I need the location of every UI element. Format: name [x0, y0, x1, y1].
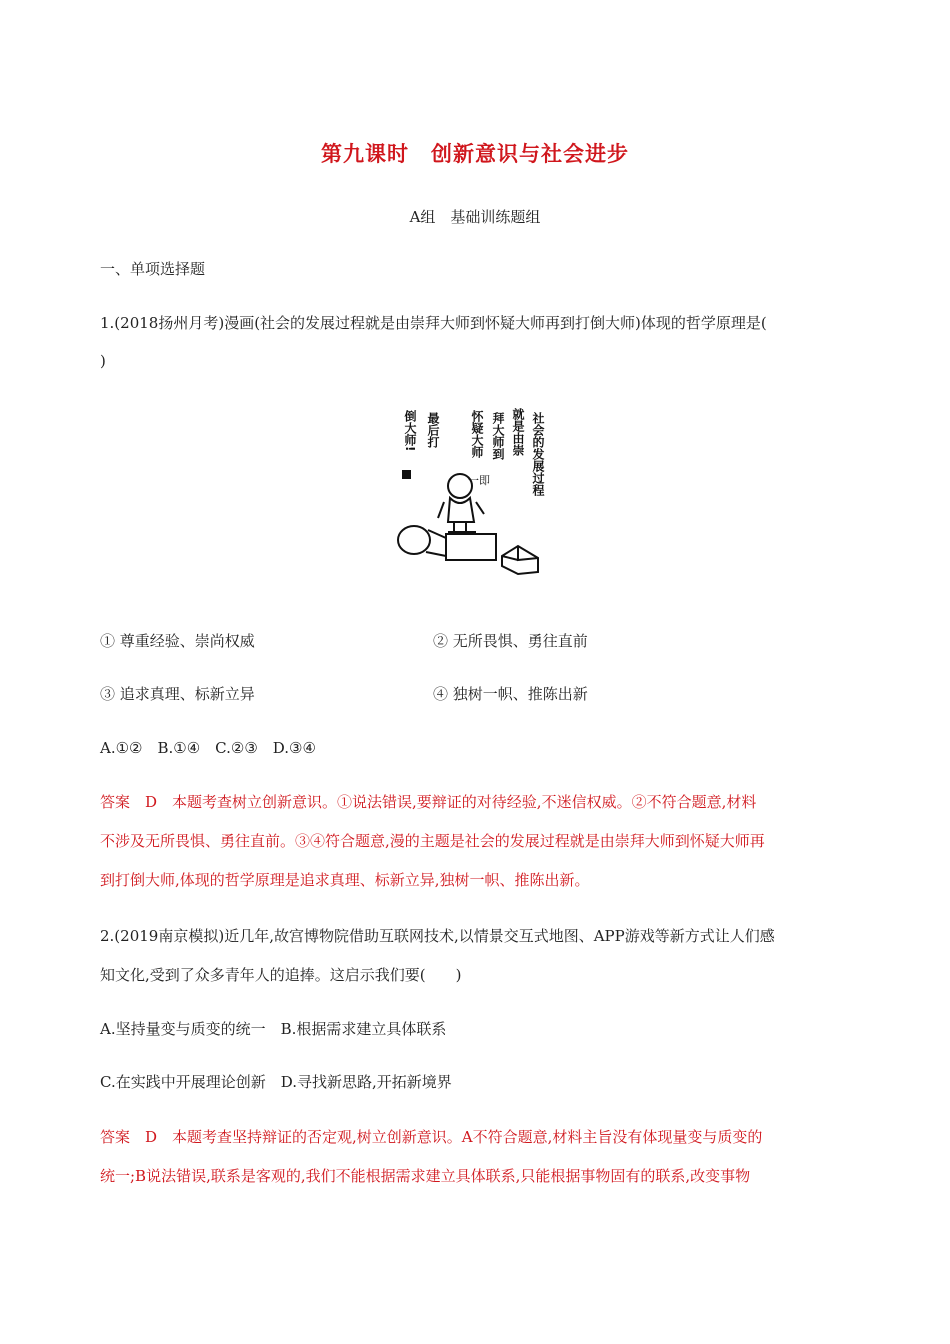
cartoon-text-col1: 社会的发展过程 [531, 412, 545, 496]
cartoon-text-col2: 就是由崇 [511, 408, 525, 456]
q1-option-row1 [100, 630, 860, 652]
q1-stem-line2: ) [100, 352, 106, 370]
q2-answer-line2: 统一;B说法错误,联系是客观的,我们不能根据需求建立具体联系,只能根据事物固有的联系,改变事物 [100, 1167, 751, 1185]
cartoon-tag: 一即 [468, 474, 490, 487]
q2-stem-line2: 知文化,受到了众多青年人的追捧。这启示我们要( ) [100, 966, 462, 984]
cartoon-text-col6: 倒大师! [403, 410, 417, 452]
cartoon-seal [402, 470, 411, 479]
cartoon-text-col4: 怀疑大师 [470, 410, 484, 458]
cartoon-fallen-bust [398, 526, 446, 556]
q1-option-3: ③ 追求真理、标新立异 [100, 685, 255, 703]
q1-option-row2 [100, 683, 860, 705]
q1-answer-line2: 不涉及无所畏惧、勇往直前。③④符合题意,漫的主题是社会的发展过程就是由崇拜大师到怀疑大师再 [100, 832, 765, 850]
q1-choices: A.①② B.①④ C.②③ D.③④ [100, 739, 316, 757]
q2-choices-cd: C.在实践中开展理论创新 D.寻找新思路,开拓新境界 [100, 1073, 452, 1091]
q1-stem-line1: 1.(2018扬州月考)漫画(社会的发展过程就是由崇拜大师到怀疑大师再到打倒大师)体现的哲学原理是( [100, 314, 767, 332]
q1-option-4: ④ 独树一帜、推陈出新 [433, 685, 588, 703]
lesson-title: 第九课时 创新意识与社会进步 [321, 142, 629, 166]
q2-stem-line1: 2.(2019南京模拟)近几年,故宫博物院借助互联网技术,以情景交互式地图、APP游戏等新方式让人们感 [100, 927, 775, 945]
group-heading: A组 基础训练题组 [409, 208, 541, 226]
q1-answer-line3: 到打倒大师,体现的哲学原理是追求真理、标新立异,独树一帜、推陈出新。 [100, 871, 590, 889]
cartoon-pedestal [446, 534, 496, 560]
q1-option-2: ② 无所畏惧、勇往直前 [433, 632, 588, 650]
q2-answer-line1: 答案 D 本题考查坚持辩证的否定观,树立创新意识。A不符合题意,材料主旨没有体现量变与质变的 [100, 1128, 763, 1146]
cartoon-text-col3: 拜大师到 [491, 412, 505, 460]
section-heading: 一、单项选择题 [100, 260, 206, 278]
q2-choices-ab: A.坚持量变与质变的统一 B.根据需求建立具体联系 [100, 1020, 447, 1038]
q1-option-1: ① 尊重经验、崇尚权威 [100, 632, 255, 650]
cartoon-illustration [388, 398, 558, 580]
q1-answer-line1: 答案 D 本题考查树立创新意识。①说法错误,要辩证的对待经验,不迷信权威。②不符合题意,材料 [100, 793, 757, 811]
cartoon-broken-block [502, 546, 538, 574]
cartoon-text-col5: 最后打 [426, 412, 440, 448]
